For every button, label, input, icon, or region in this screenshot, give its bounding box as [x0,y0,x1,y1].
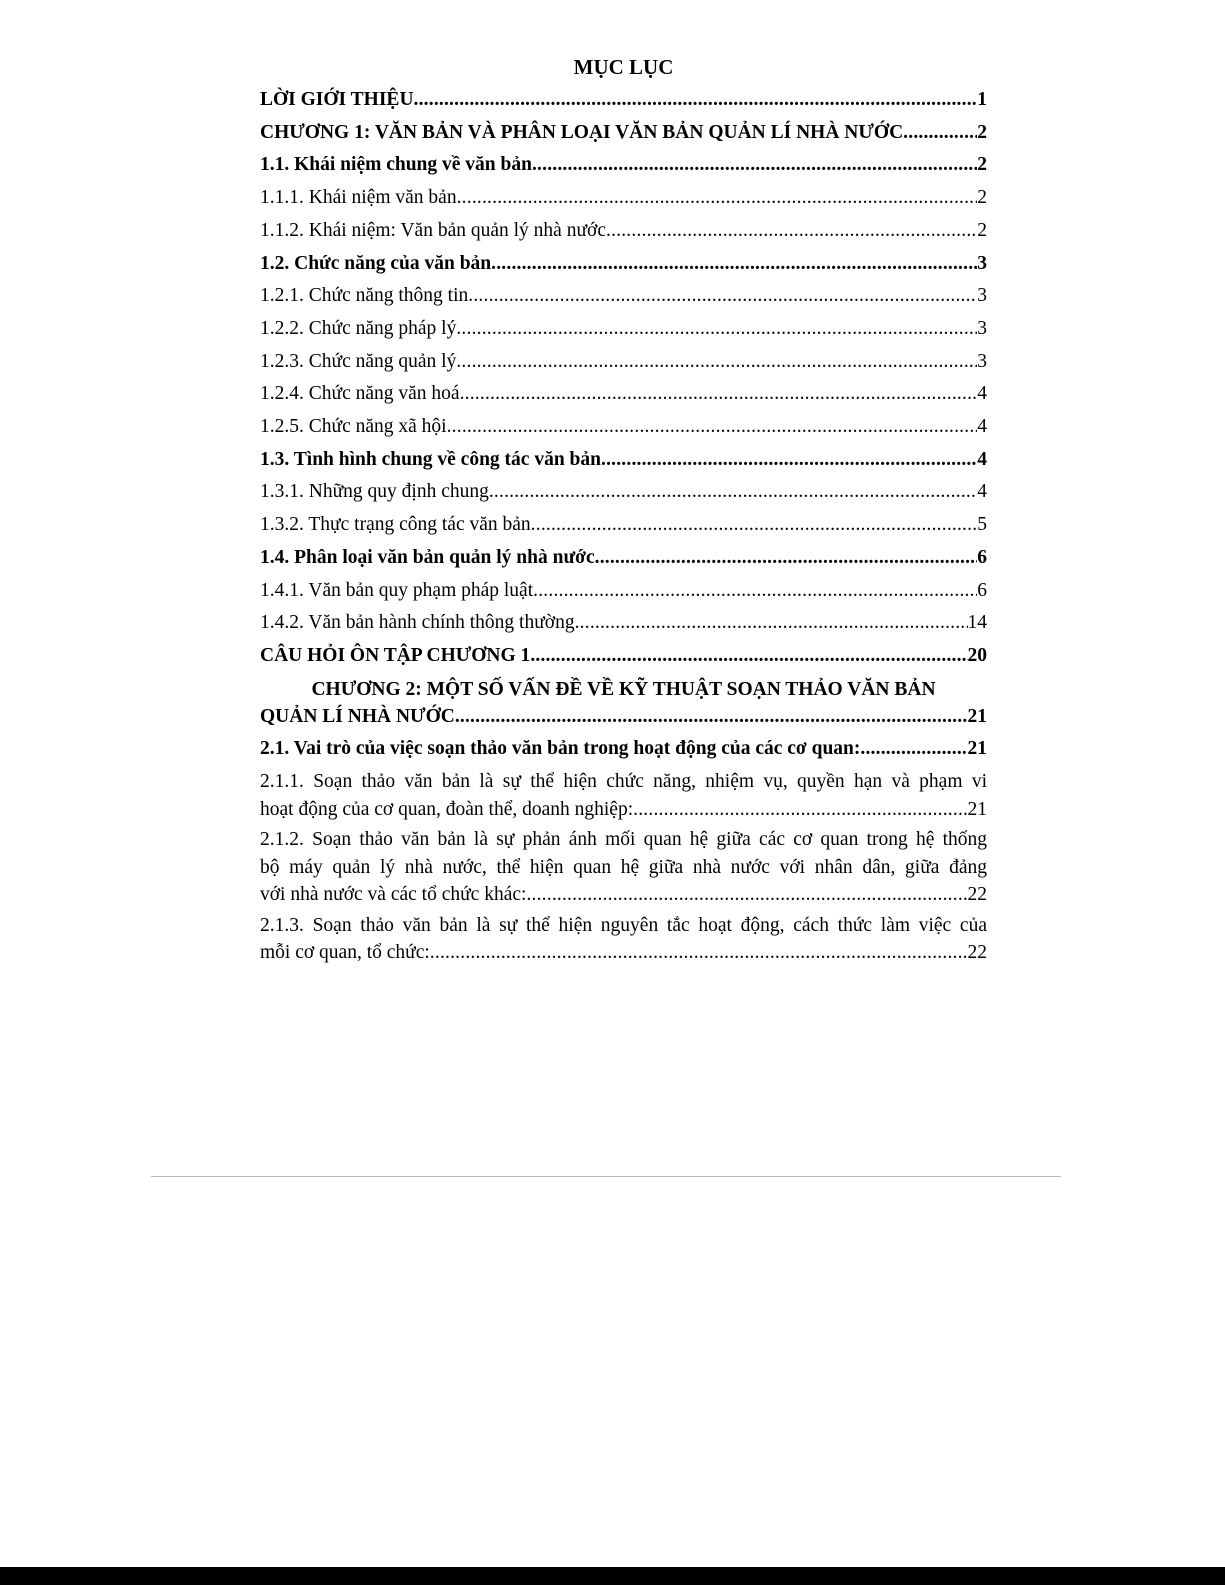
toc-entry-label-line: 2.1.2. Soạn thảo văn bản là sự phản ánh mối quan hệ giữa các cơ quan trong hệ thống [260,829,987,851]
toc-entry-page: 4 [977,416,987,438]
toc-entry-page: 21 [967,737,987,759]
toc-leader-dots [489,476,977,509]
toc-entry-1-1[interactable] [260,149,987,182]
toc-entry-label: 1.3.1. Những quy định chung [260,481,489,503]
toc-entry-1-4-2[interactable] [260,607,987,640]
toc-leader-dots [468,280,977,313]
toc-leader-dots [633,796,967,824]
toc-entry-1-2-4[interactable] [260,378,987,411]
toc-entry-page: 3 [977,285,987,307]
toc-leader-dots [533,575,977,608]
toc-entry-1-2-1[interactable] [260,280,987,313]
toc-entry-page: 3 [977,317,987,339]
toc-entry-label: 1.1.1. Khái niệm văn bản [260,187,457,209]
toc-entry-page: 14 [967,612,987,634]
toc-entry-1-2-3[interactable] [260,346,987,379]
toc-entry-label: CHƯƠNG 1: VĂN BẢN VÀ PHÂN LOẠI VĂN BẢN QUẢN LÍ NHÀ NƯỚC [260,121,904,143]
toc-entry-label: 1.1. Khái niệm chung về văn bản [260,154,532,176]
toc-entry-2-1[interactable] [260,733,987,766]
toc-entry-page: 3 [977,252,987,274]
page-break-line [151,1176,1061,1177]
toc-entry-chapter-2[interactable] [260,676,987,731]
toc-entry-2-1-1[interactable] [260,768,987,823]
toc-leader-dots [526,881,967,909]
toc-leader-dots [456,313,977,346]
toc-entry-label: 1.2.2. Chức năng pháp lý [260,317,457,339]
toc-entry-label-line: QUẢN LÍ NHÀ NƯỚC [260,706,455,728]
toc-entry-1-3-2[interactable] [260,509,987,542]
toc-leader-dots [414,84,978,117]
toc-title: MỤC LỤC [573,55,674,79]
toc-leader-dots [860,733,967,766]
toc-entry-page: 22 [967,942,987,964]
toc-leader-dots [595,542,978,575]
bottom-edge-bar [0,1567,1225,1585]
toc-entry-1-4[interactable] [260,542,987,575]
toc-entry-page: 21 [967,798,987,820]
toc-entry-label: 1.2.3. Chức năng quản lý [260,350,457,372]
toc-entry-label-line: hoạt động của cơ quan, đoàn thể, doanh nghiệp: [260,798,634,820]
toc-entry-1-2-5[interactable] [260,411,987,444]
toc-leader-dots [530,640,967,673]
toc-entry-1-1-1[interactable] [260,182,987,215]
toc-entry-intro[interactable] [260,84,987,117]
toc-entry-label: 2.1. Vai trò của việc soạn thảo văn bản trong hoạt động của các cơ quan: [260,737,861,759]
toc-entry-label: 1.2.5. Chức năng xã hội [260,416,447,438]
toc-entry-label: LỜI GIỚI THIỆU [260,89,414,110]
toc-entry-label: 1.2. Chức năng của văn bản [260,252,492,274]
toc-entry-1-3[interactable] [260,444,987,477]
toc-leader-dots [606,215,977,248]
toc-entry-label-line: mỗi cơ quan, tổ chức: [260,942,430,964]
toc-entry-label-line: 2.1.1. Soạn thảo văn bản là sự thể hiện chức năng, nhiệm vụ, quyền hạn và phạm vi [260,771,987,793]
toc-leader-dots [601,444,977,477]
toc-entry-label: CÂU HỎI ÔN TẬP CHƯƠNG 1 [260,644,531,666]
toc-leader-dots [903,117,977,150]
toc-entry-page: 4 [977,448,987,470]
toc-entry-1-1-2[interactable] [260,215,987,248]
toc-leader-dots [575,607,968,640]
toc-entry-label-line: CHƯƠNG 2: MỘT SỐ VẤN ĐỀ VỀ KỸ THUẬT SOẠN THẢO VĂN BẢN [311,678,936,700]
toc-leader-dots [430,939,968,967]
toc-entry-label: 1.4. Phân loại văn bản quản lý nhà nước [260,546,595,568]
toc-entry-1-2-2[interactable] [260,313,987,346]
toc-entry-label: 1.2.1. Chức năng thông tin [260,285,469,307]
toc-entry-label: 1.2.4. Chức năng văn hoá [260,383,460,405]
toc-entry-page: 4 [977,481,987,503]
toc-leader-dots [532,149,977,182]
toc-leader-dots [456,346,977,379]
toc-entry-2-1-2[interactable] [260,826,987,909]
toc-entry-1-4-1[interactable] [260,575,987,608]
toc-entry-label: 1.1.2. Khái niệm: Văn bản quản lý nhà nước [260,219,606,241]
toc-entry-label: 1.3. Tình hình chung về công tác văn bản [260,448,601,470]
toc-leader-dots [447,411,978,444]
toc-entry-chapter-1[interactable] [260,117,987,150]
table-of-contents [260,52,987,969]
toc-entry-label: 1.4.2. Văn bản hành chính thông thường [260,612,575,634]
toc-entry-page: 2 [977,154,987,176]
toc-entry-page: 21 [967,706,987,728]
toc-entry-page: 3 [977,350,987,372]
toc-leader-dots [531,509,978,542]
toc-entry-page: 4 [977,383,987,405]
toc-leader-dots [457,182,978,215]
toc-entry-2-1-3[interactable] [260,912,987,967]
toc-entry-page: 2 [977,187,987,209]
toc-entry-page: 2 [977,121,987,143]
toc-entry-page: 20 [967,644,987,666]
toc-entry-page: 1 [977,89,987,110]
toc-entry-label-line: 2.1.3. Soạn thảo văn bản là sự thể hiện nguyên tắc hoạt động, cách thức làm việc của [260,914,987,936]
toc-entry-review-chapter-1[interactable] [260,640,987,673]
toc-entry-page: 5 [977,514,987,536]
toc-entry-1-2[interactable] [260,248,987,281]
toc-entry-label-line: bộ máy quản lý nhà nước, thể hiện quan hệ giữa nhà nước với nhân dân, giữa đảng [260,856,987,878]
toc-entry-page: 6 [977,579,987,601]
toc-entry-page: 2 [977,219,987,241]
toc-entry-label-line: với nhà nước và các tổ chức khác: [260,884,527,906]
toc-leader-dots [491,248,977,281]
toc-entry-1-3-1[interactable] [260,476,987,509]
toc-leader-dots [460,378,978,411]
toc-entry-page: 22 [967,884,987,906]
toc-entry-page: 6 [977,546,987,568]
toc-leader-dots [455,703,968,731]
toc-entry-label: 1.4.1. Văn bản quy phạm pháp luật [260,579,534,601]
toc-entry-label: 1.3.2. Thực trạng công tác văn bản [260,514,531,536]
